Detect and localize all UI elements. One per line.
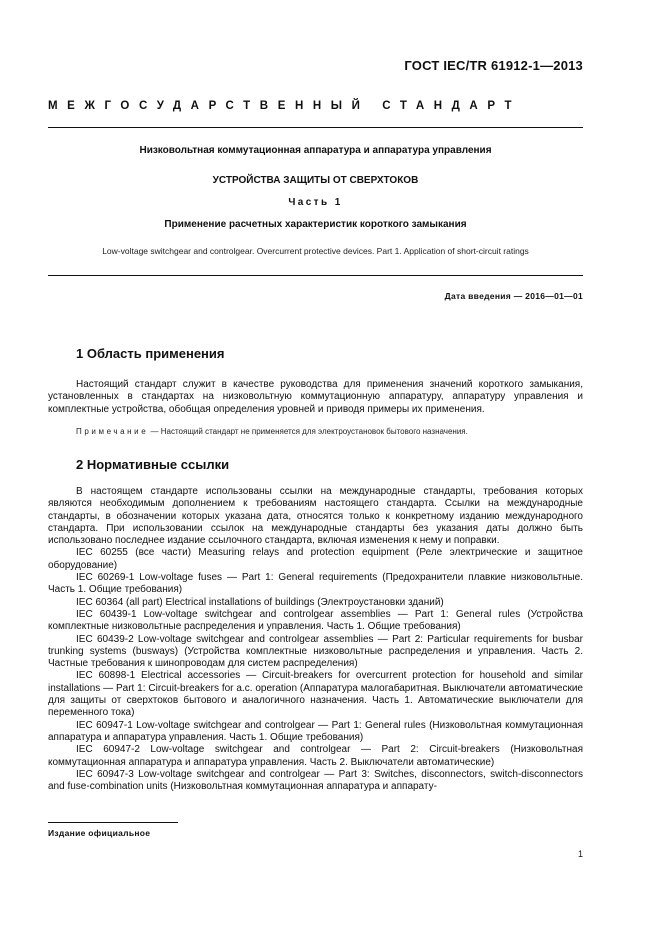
title-rule (48, 275, 583, 276)
section-2-body (48, 486, 583, 793)
paragraph: Настоящий стандарт служит в качестве руководства для применения значений короткого замыкания, установленных в стандартах на низковольтную коммутационную аппаратуру, аппаратуру управления и комплектные устройства, обобщая определения уровней и приводя примеры их применения. (48, 379, 583, 415)
reference-item: IEC 60269-1 Low-voltage fuses — Part 1: General requirements (Предохранители плавкие низковольтные. Часть 1. Общие требования) (48, 572, 583, 596)
section-1-note (48, 427, 583, 436)
section-1-body (48, 379, 583, 416)
reference-item: IEC 60947-3 Low-voltage switchgear and controlgear — Part 3: Switches, disconnectors, switch-disconnectors and fuse-combination units (Низковольтная коммутационная аппаратура и аппарату- (48, 768, 583, 793)
reference-item: IEC 60255 (все части) Measuring relays and protection equipment (Реле электрические и защитное оборудование) (48, 547, 583, 571)
document-code: ГОСТ IEC/TR 61912-1—2013 (404, 58, 583, 73)
interstate-standard-heading: МЕЖГОСУДАРСТВЕННЫЙ СТАНДАРТ (48, 100, 522, 112)
reference-item: IEC 60364 (all part) Electrical installations of buildings (Электроустановки зданий) (76, 596, 444, 608)
reference-item: IEC 60947-1 Low-voltage switchgear and controlgear — Part 1: General rules (Низковольтная коммутационная аппаратура и аппаратура управления. Часть 1. Общие требования) (48, 719, 583, 743)
reference-item: IEC 60439-1 Low-voltage switchgear and controlgear assemblies — Part 1: General rules (Устройства комплектные низковольтные распределения и управления. Часть 1. Общие требования) (48, 608, 583, 633)
section-1-heading: 1 Область применения (76, 346, 225, 361)
section-2-heading: 2 Нормативные ссылки (76, 457, 230, 472)
footer-rule (48, 822, 178, 823)
introduction-date: Дата введения — 2016—01—01 (444, 291, 583, 301)
header-rule (48, 127, 583, 128)
english-title: Low-voltage switchgear and controlgear. Overcurrent protective devices. Part 1. Application of short-circuit ratings (102, 246, 529, 256)
reference-item: IEC 60947-2 Low-voltage switchgear and controlgear — Part 2: Circuit-breakers (Низковольтная коммутационная аппаратура и аппаратура управления. Часть 2. Выключатели автоматические) (48, 744, 583, 768)
note-label: Примечание (76, 427, 149, 436)
page-number: 1 (577, 849, 583, 859)
official-edition: Издание официальное (48, 828, 151, 838)
sub-title: Применение расчетных характеристик короткого замыкания (164, 219, 467, 230)
reference-item: IEC 60439-2 Low-voltage switchgear and controlgear assemblies — Part 2: Particular requirements for busbar trunking systems (busways) (Устройства комплектные низковольтные распределения и управления. Часть 2. Частные требования к шинопроводам для систем распределения) (48, 633, 583, 670)
note-text: — Настоящий стандарт не применяется для электроустановок бытового назначения. (148, 427, 468, 436)
paragraph: В настоящем стандарте использованы ссылки на международные стандарты, требования которых являются необходимым дополнением к требованиям настоящего стандарта. Ссылки на международные стандарты, в обозначении которых указана дата, относятся только к конкретному изданию международного стандарта. При использовании ссылок на международные стандарты без указания даты должно быть использовано последнее издание ссылочного стандарта, включая изменения к нему и поправки. (48, 486, 583, 547)
main-title: УСТРОЙСТВА ЗАЩИТЫ ОТ СВЕРХТОКОВ (212, 175, 419, 186)
reference-item: IEC 60898-1 Electrical accessories — Circuit-breakers for overcurrent protection for household and similar installations — Part 1: Circuit-breakers for a.c. operation (Аппаратура малогабаритная. Выключатели автоматические для защиты от сверхтоков бытового и аналогичного назначения. Часть 1. Автоматические выключатели для переменного тока) (48, 670, 583, 719)
general-title: Низковольтная коммутационная аппаратура и аппаратура управления (139, 145, 492, 156)
part-title: Часть 1 (288, 197, 343, 208)
